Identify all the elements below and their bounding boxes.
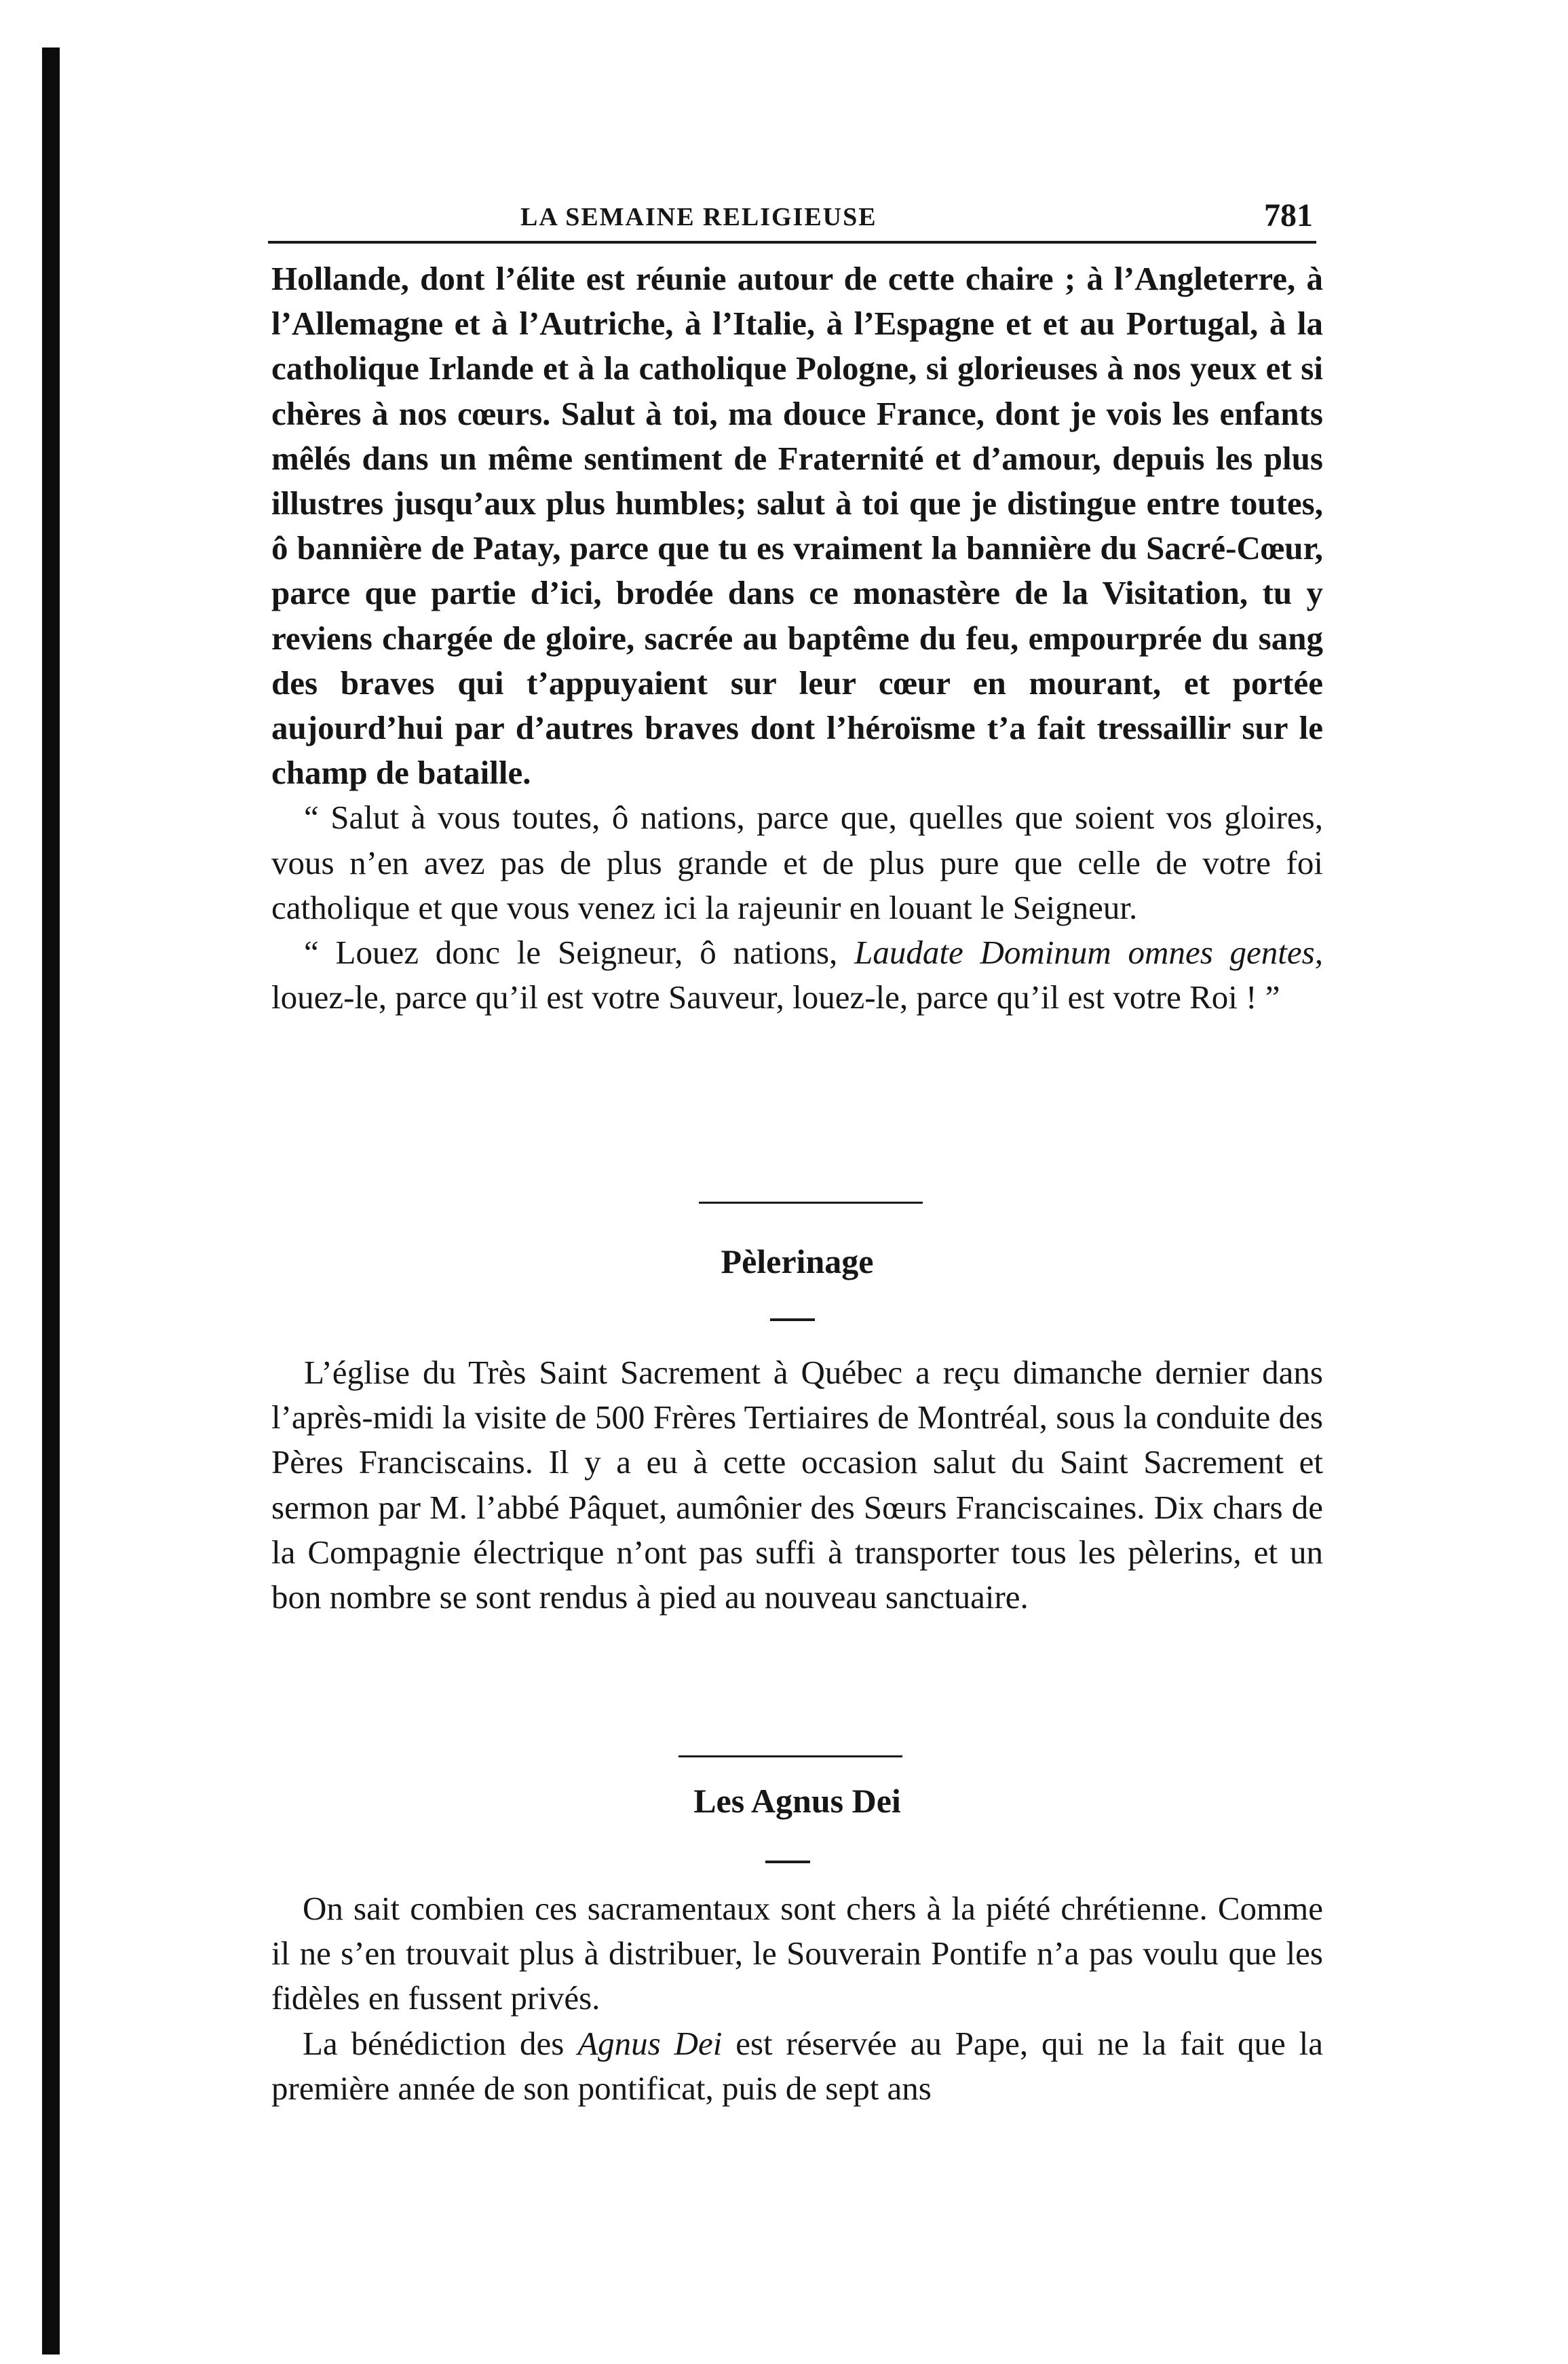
section-heading-agnus-dei: Les Agnus Dei	[693, 1782, 901, 1820]
text-run: est réservée au Pape, qui ne la fait que la première année de son pontificat, puis de sept ans	[271, 2024, 1324, 2107]
heading-dash	[770, 1318, 815, 1321]
page-number: 781	[1264, 197, 1313, 233]
text-run: louez-le, parce qu’il est votre Sauveur, louez-le, parce qu’il est votre Roi ! ”	[271, 978, 1280, 1016]
page-header	[268, 194, 1313, 242]
paragraph: L’église du Très Saint Sacrement à Québec a reçu dimanche dernier dans l’après-midi la visite de 500 Frères Tertiaires de Montréal, sous la conduite des Pères Franciscains. Il y a eu à cette occasion salut du Saint Sacrement et sermon par M. l’abbé Pâquet, aumônier des Sœurs Franciscaines. Dix chars de la Compagnie électrique n’ont pas suffi à transporter tous les pèlerins, et un bon nombre se sont rendus à pied au nouveau sanctuaire.	[271, 1354, 1323, 1616]
paragraph	[271, 2021, 1323, 2111]
continued-text	[271, 256, 1323, 1020]
pelerinage-text	[271, 1350, 1323, 1620]
heading-dash	[765, 1861, 810, 1863]
binding-edge	[42, 47, 60, 2355]
paragraph: Hollande, dont l’élite est réunie autour de cette chaire ; à l’Angleterre, à l’Allemagne et à l’Autriche, à l’Italie, à l’Espagne et et au Portugal, à la catholique Irlande et à la catholique Pologne, si glorieuses à nos yeux et si chères à nos cœurs. Salut à toi, ma douce France, dont je vois les enfants mêlés dans un même sentiment de Fraternité et d’amour, depuis les plus illustres jusqu’aux plus humbles; salut à toi que je distingue entre toutes, ô bannière de Patay, parce que tu es vraiment la bannière du Sacré-Cœur, parce que partie d’ici, brodée dans ce monastère de la Visitation, tu y reviens chargée de gloire, sacrée au baptême du feu, empourprée du sang des braves qui t’appuyaient sur leur cœur en mourant, et portée aujourd’hui par d’autres braves dont l’héroïsme t’a fait tressaillir sur le champ de bataille.	[271, 260, 1323, 792]
paragraph: “ Salut à vous toutes, ô nations, parce que, quelles que soient vos gloires, vous n’en avez pas de plus grande et de plus pure que celle de votre foi catholique et que vous venez ici la rajeunir en louant le Seigneur.	[271, 799, 1323, 926]
agnus-dei-term: Agnus Dei	[577, 2024, 723, 2062]
paragraph	[271, 930, 1323, 1020]
paragraph: On sait combien ces sacramentaux sont chers à la piété chrétienne. Comme il ne s’en trouvait plus à distribuer, le Souverain Pontife n’a pas voulu que les fidèles en fussent privés.	[271, 1890, 1323, 2017]
section-separator	[678, 1755, 902, 1757]
agnus-dei-text	[271, 1886, 1323, 2111]
text-run: “ Louez donc le Seigneur, ô nations,	[304, 934, 838, 972]
header-rule	[268, 241, 1316, 244]
running-title: LA SEMAINE RELIGIEUSE	[520, 203, 877, 231]
section-heading-pelerinage: Pèlerinage	[721, 1242, 874, 1280]
section-separator	[699, 1202, 923, 1204]
text-run: La bénédiction des	[303, 2024, 565, 2062]
latin-quote: Laudate Dominum omnes gentes,	[854, 934, 1323, 972]
